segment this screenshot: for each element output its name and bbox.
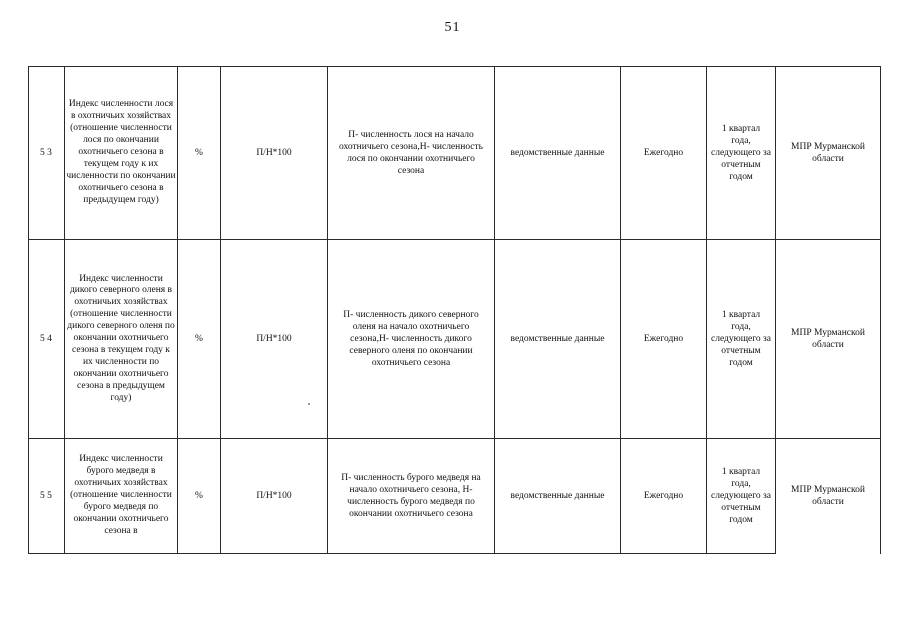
col-divider-1 xyxy=(64,66,65,554)
col-divider-8 xyxy=(775,66,776,554)
responsible: МПР Мурманской области xyxy=(791,328,865,350)
col-divider-7 xyxy=(706,66,707,554)
frequency: Ежегодно xyxy=(643,491,684,501)
formula: П/Н*100 xyxy=(256,334,292,344)
formula-definition: П- численность дикого северного оленя на начало охотничьего сезона,Н- численность дикого северного оленя по окончании охотничьего сезона xyxy=(343,310,479,368)
row-number: 5 4 xyxy=(40,334,52,344)
row-number: 5 3 xyxy=(40,148,52,158)
unit: % xyxy=(195,148,203,158)
responsible: МПР Мурманской области xyxy=(791,142,865,164)
table-border-right xyxy=(880,66,881,554)
row-number: 5 5 xyxy=(40,491,52,501)
data-source: ведомственные данные xyxy=(510,491,605,501)
table-border-bottom xyxy=(28,553,776,554)
frequency: Ежегодно xyxy=(643,148,684,158)
unit: % xyxy=(195,334,203,344)
indicator-name: Индекс численности дикого северного оленя в охотничьих хозяйствах (отношение численности дикого северного оленя по окончании охотничьего сезона в текущем году к их численности по окончании охотничьего сезона в предыдущем году) xyxy=(67,273,175,403)
deadline: 1 квартал года, следующего за отчетным годом xyxy=(711,467,772,525)
page-number: 51 xyxy=(444,20,461,35)
unit: % xyxy=(195,491,203,501)
data-source: ведомственные данные xyxy=(510,148,605,158)
formula: П/Н*100 xyxy=(256,491,292,501)
data-source: ведомственные данные xyxy=(510,334,605,344)
indicator-name: Индекс численности лося в охотничьих хозяйствах (отношение численности лося по окончании охотничьего сезона в текущем году к их численности по окончании охотничьего сезона в предыдущем году) xyxy=(66,99,176,205)
frequency: Ежегодно xyxy=(643,334,684,344)
indicator-name: Индекс численности бурого медведя в охотничьих хозяйствах (отношение численности бурого медведя по окончании охотничьего сезона в xyxy=(70,454,172,536)
formula-definition: П- численность бурого медведя на начало охотничьего сезона, Н-численность бурого медведя по окончании охотничьего сезона xyxy=(341,473,481,519)
responsible: МПР Мурманской области xyxy=(791,485,865,507)
deadline: 1 квартал года, следующего за отчетным годом xyxy=(711,124,772,182)
scan-speck xyxy=(308,403,310,405)
col-divider-4 xyxy=(327,66,328,554)
formula-definition: П- численность лося на начало охотничьего сезона,Н- численность лося по окончании охотничьего сезона xyxy=(338,130,484,176)
formula: П/Н*100 xyxy=(256,148,292,158)
deadline: 1 квартал года, следующего за отчетным годом xyxy=(711,310,772,368)
